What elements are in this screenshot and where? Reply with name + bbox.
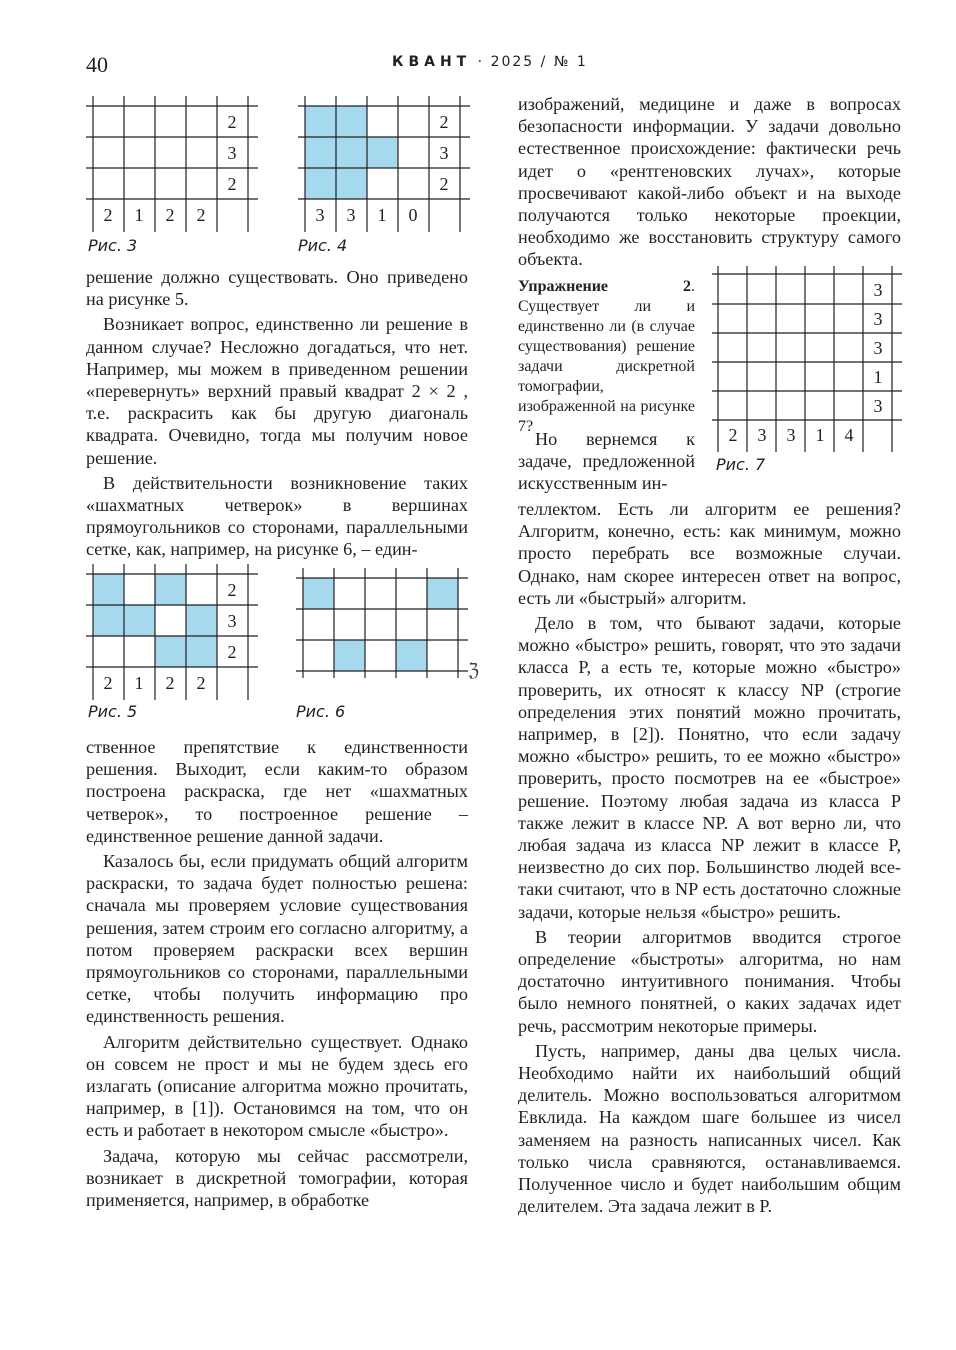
paragraph: решение должно существовать. Оно приведено на рисунке 5. xyxy=(86,267,468,310)
paragraph: Казалось бы, если придумать общий алгоритм раскраски, то задача будет полностью решена: сначала мы проверяем условие существования решения, затем строим его согласно алгоритму, а потом проверяем раскраски всех вершин прямоугольников со сторонами, параллельными сетке, чтобы получить информацию про единственность решения. xyxy=(86,851,468,1027)
paragraph: В теории алгоритмов вводится строгое определение «быстроты» алгоритма, но нам достаточно интуитивного понимания. Чтобы было немного понятней, о каких задачах идет речь, рассмотрим некоторые примеры. xyxy=(518,926,901,1036)
paragraph: Но вернемся к задаче, предложенной искусственным ин- xyxy=(518,429,695,494)
row-label: 3 xyxy=(873,309,883,329)
wrap-paragraph xyxy=(518,428,695,495)
row-label: 2 xyxy=(227,174,237,194)
paragraph: Пусть, например, даны два целых числа. Необходимо найти их наибольший общий делитель. Можно воспользоваться алгоритмом Евклида. На каждом шаге большее из чисел заменяем на разность написанных чисел. Как только числа сравняются, останавливаемся. Полученное число и будет наибольшим общим делителем. Эта задача лежит в P. xyxy=(518,1040,901,1217)
margin-mark-icon: ℨ xyxy=(468,660,480,681)
figure-3 xyxy=(86,96,258,236)
figure-5 xyxy=(86,564,258,704)
col-label: 3 xyxy=(315,205,325,225)
exercise-text: . Существует ли и единственно ли (в случае существования) решение задачи дискретной томографии, изображенной на рисунке 7? xyxy=(518,278,695,435)
col-label: 2 xyxy=(103,673,113,693)
col-label: 3 xyxy=(786,425,796,445)
right-column-top-text xyxy=(518,93,901,274)
row-label: 2 xyxy=(227,112,237,132)
paragraph: Дело в том, что бывают задачи, которые можно «быстро» решить, говорят, что это задачи класса P, а есть те, которые можно «быстро» проверить, их относят к классу NP (строгие определения этих понятий можно прочитать, например, в [2]). Понятно, что если задачу можно «быстро» решить, то ее можно «быстро» проверить, просто посмотрев на ее «быстрое» решение. Поэтому любая задача из класса P также лежит в классе NP. А вот верно ли, что любая задача из класса NP лежит в классе P, неизвестно до сих пор. Большинство людей все-таки считают, что в NP есть достаточно сложные задачи, которые нельзя «быстро» решить. xyxy=(518,613,901,922)
right-column-bottom-text xyxy=(518,498,901,1221)
journal-title xyxy=(392,54,588,70)
figure-5-caption: Рис. 5 xyxy=(88,702,138,721)
paragraph: изображений, медицине и даже в вопросах безопасности информации. У задачи довольно естественное происхождение: фактически речь идет о «рентгеновских лучах», которые просвечивают какой-либо объект и на выходе получаются только некоторые проекции, необходимо же восстановить структуру самого объекта. xyxy=(518,94,901,270)
paragraph: теллектом. Есть ли алгоритм ее решения? Алгоритм, конечно, есть: как минимум, можно просто перебрать все возможные случаи. Однако, нам скорее интересен ответ на вопрос, есть ли «быстрый» алгоритм. xyxy=(518,499,901,608)
figure-4 xyxy=(298,96,470,236)
row-label: 3 xyxy=(873,338,883,358)
col-label: 1 xyxy=(134,673,144,693)
col-label: 3 xyxy=(346,205,356,225)
issue-number: · 2025 / № 1 xyxy=(477,54,588,70)
row-label: 3 xyxy=(873,280,883,300)
exercise-label: Упражнение 2 xyxy=(518,278,691,295)
col-label: 2 xyxy=(196,673,206,693)
figure-4-caption: Рис. 4 xyxy=(298,236,348,255)
journal-name: КВАНТ xyxy=(392,54,472,70)
col-label: 0 xyxy=(408,205,418,225)
paragraph: Алгоритм действительно существует. Однако он совсем не прост и мы не будем здесь его излагать (описание алгоритма можно прочитать, например, в [1]). Остановимся на том, что он есть и работает в некотором смысле «быстро». xyxy=(86,1031,468,1141)
col-label: 2 xyxy=(103,205,113,225)
row-label: 3 xyxy=(873,396,883,416)
row-label: 2 xyxy=(227,580,237,600)
figure-7-caption: Рис. 7 xyxy=(716,455,766,474)
left-column-bottom-text xyxy=(86,736,468,1214)
paragraph: Возникает вопрос, единственно ли решение в данном случае? Несложно догадаться, что нет. Например, мы можем в приведенном решении «перевернуть» верхний правый квадрат 2 × 2 , т.е. раскрасить как бы другую диагональ квадрата. Очевидно, тогда мы получим новое решение. xyxy=(86,314,468,468)
figure-6 xyxy=(296,568,468,680)
row-label: 3 xyxy=(227,611,237,631)
paragraph: В действительности возникновение таких «шахматных четверок» в вершинах прямоугольников со сторонами, параллельными сетке, как, например, на рисунке 6, – един- xyxy=(86,472,468,560)
col-label: 3 xyxy=(757,425,767,445)
col-label: 4 xyxy=(844,425,854,445)
figure-3-caption: Рис. 3 xyxy=(88,236,138,255)
col-label: 2 xyxy=(165,673,175,693)
col-label: 2 xyxy=(728,425,738,445)
col-label: 1 xyxy=(377,205,387,225)
row-label: 3 xyxy=(439,143,449,163)
row-label: 2 xyxy=(439,174,449,194)
row-label: 1 xyxy=(873,367,883,387)
exercise-2 xyxy=(518,277,695,437)
row-label: 2 xyxy=(227,642,237,662)
col-label: 2 xyxy=(196,205,206,225)
row-label: 3 xyxy=(227,143,237,163)
figure-6-caption: Рис. 6 xyxy=(296,702,346,721)
left-column-top-text xyxy=(86,266,468,564)
page-number: 40 xyxy=(86,52,108,77)
col-label: 1 xyxy=(134,205,144,225)
running-header xyxy=(86,52,900,78)
row-label: 2 xyxy=(439,112,449,132)
col-label: 2 xyxy=(165,205,175,225)
paragraph: Задача, которую мы сейчас рассмотрели, возникает в дискретной томографии, которая применяется, например, в обработке xyxy=(86,1145,468,1211)
col-label: 1 xyxy=(815,425,825,445)
figure-7 xyxy=(712,266,902,456)
paragraph: ственное препятствие к единственности решения. Выходит, если каким-то образом построена раскраска, где нет «шахматных четверок», то построенное решение – единственное решение данной задачи. xyxy=(86,737,468,846)
